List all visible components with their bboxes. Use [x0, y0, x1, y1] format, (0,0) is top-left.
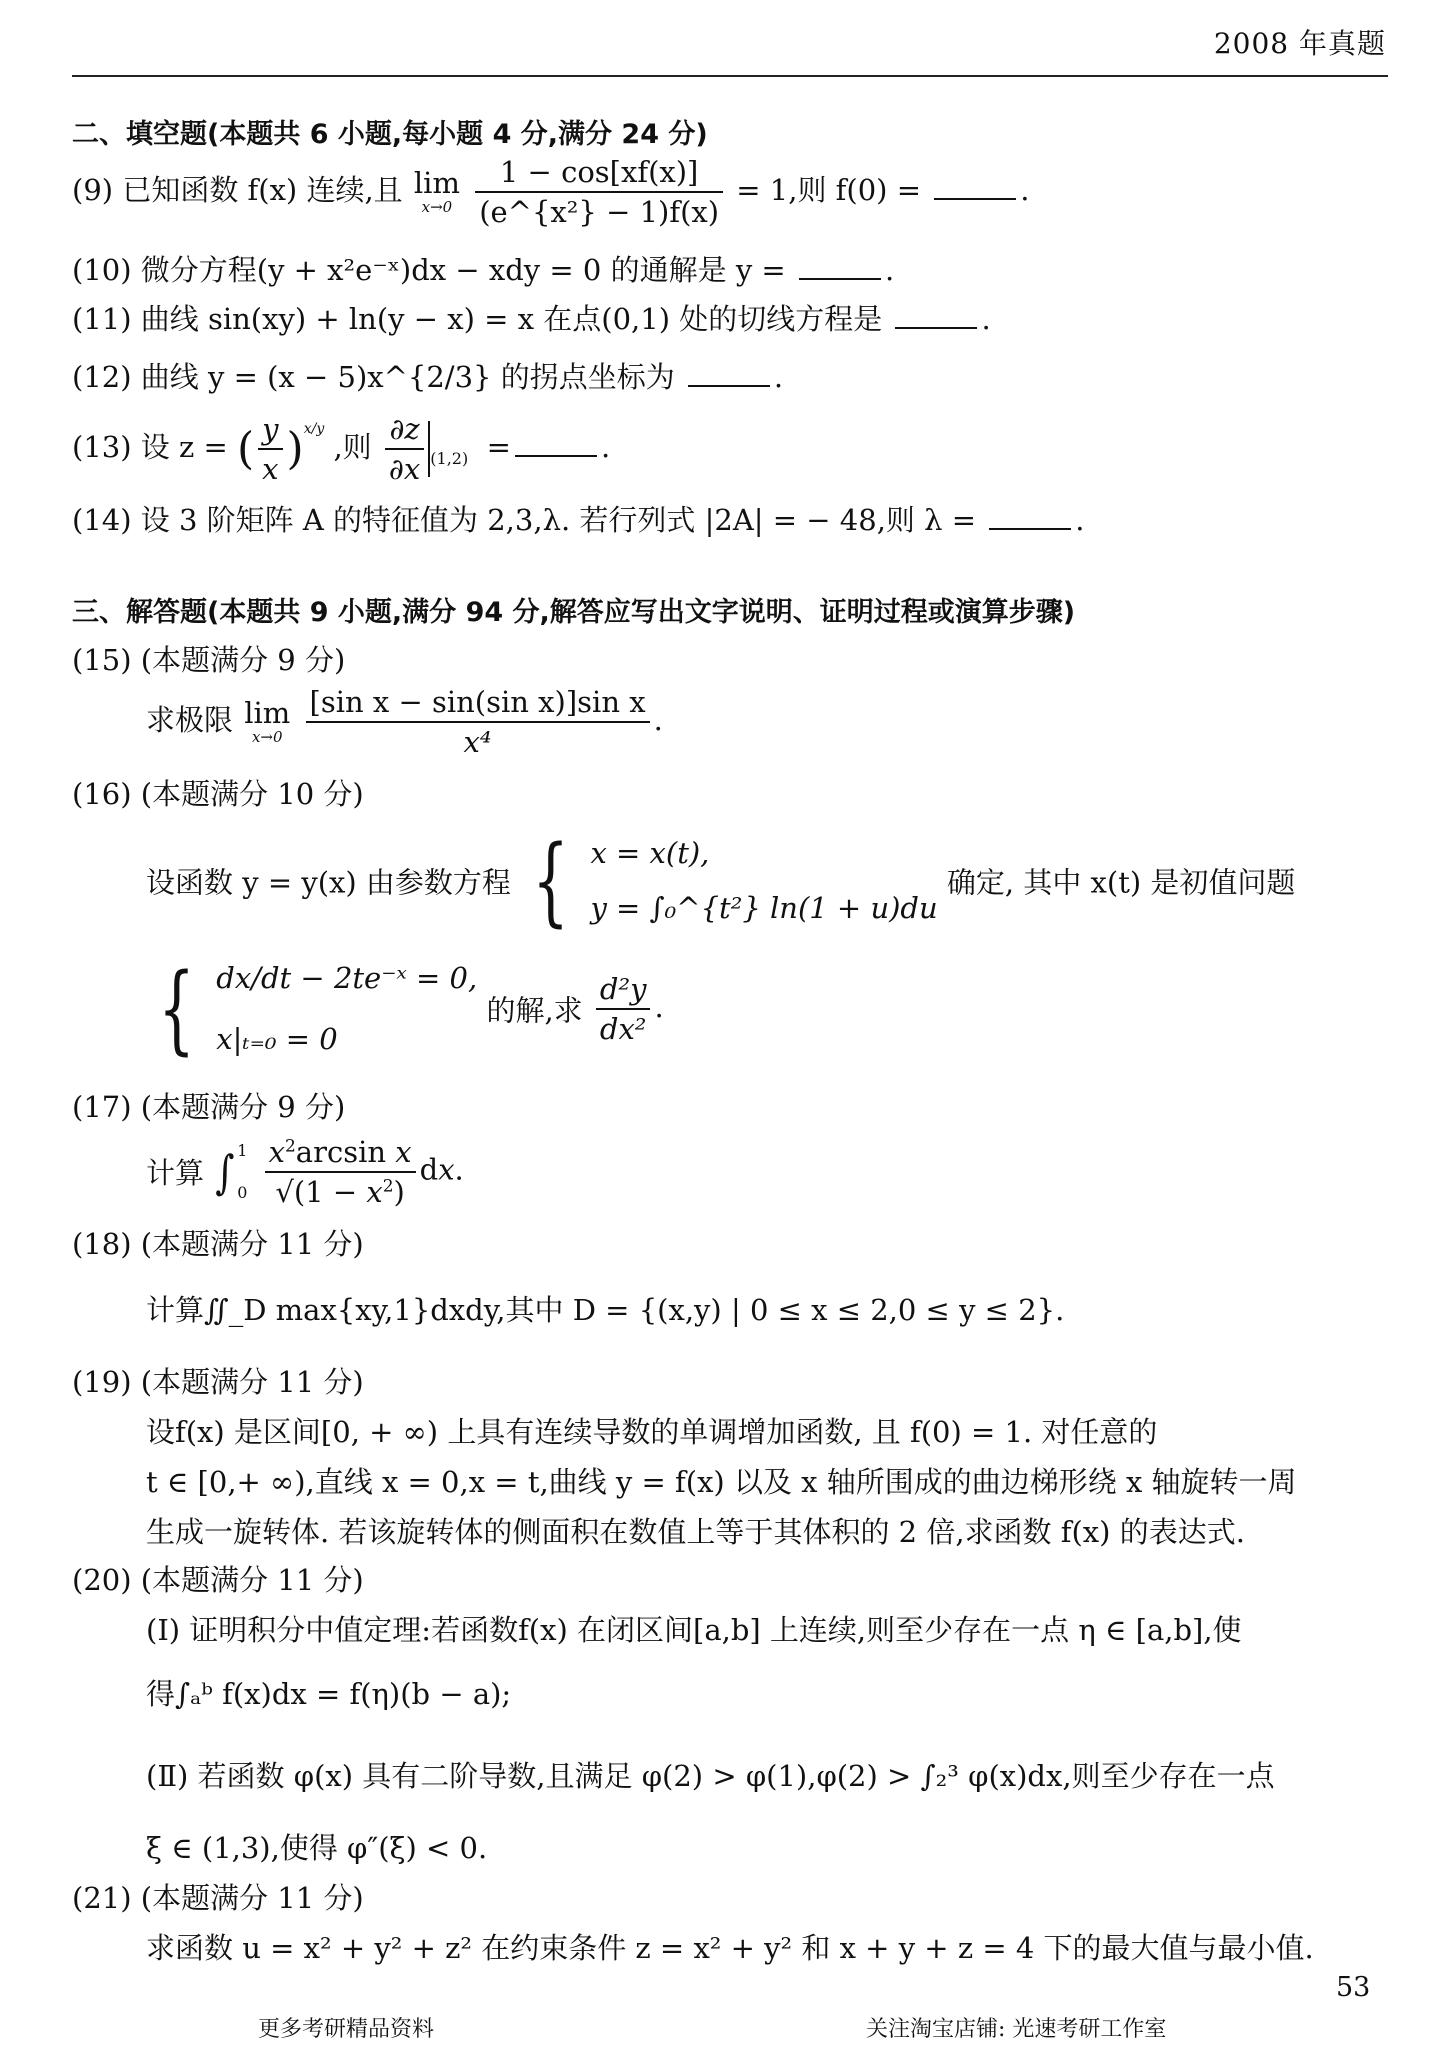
- question-number: (10): [72, 253, 132, 287]
- question-number: (21): [72, 1881, 132, 1915]
- limit-operator: lim x→0: [413, 166, 460, 216]
- denominator: (e^{x²} − 1)f(x): [479, 195, 720, 229]
- question-text: 设 z =: [140, 430, 228, 464]
- question-21-header: [72, 1876, 364, 1917]
- initial-value-problem: dx/dt − 2te⁻ˣ = 0, x|ₜ₌₀ = 0: [216, 961, 478, 1056]
- brace-symbol: {: [532, 825, 570, 938]
- question-number: (15): [72, 643, 132, 677]
- question-16-body: [146, 826, 1295, 936]
- differential: dx.: [419, 1152, 464, 1187]
- question-9: (9) 已知函数 f(x) 连续,且 lim x→0 $\frac{1 - \cos[xf(x)]}{\text{(e\textasciicircum{}\{x²\} − 1)f(x)}}$ = 1,则 f(0) = .: [72, 155, 1030, 229]
- question-text-tail: 的解,求: [486, 993, 583, 1028]
- question-18-body: 计算∬_D max{xy,1}dxdy,其中 D = {(x,y) | 0 ≤ x ≤ 2,0 ≤ y ≤ 2}.: [146, 1293, 1065, 1327]
- question-text: 设 3 阶矩阵 A 的特征值为 2,3,λ. 若行列式 |2A| = − 48,则 λ =: [140, 503, 977, 537]
- question-text: 设函数 y = y(x) 由参数方程: [146, 865, 511, 900]
- question-16-header: [72, 772, 364, 813]
- question-15-body: 求极限 lim x→0 $\frac{\text{[sin x − sin(sin x)]sin x}}{\text{x⁴}}$ .: [146, 685, 663, 759]
- question-score: (本题满分 11 分): [140, 1227, 364, 1261]
- question-11: (11) 曲线 sin(xy) + ln(y − x) = x 在点(0,1) 处的切线方程是 .: [72, 302, 991, 336]
- question-text-post: = 1,则 f(0) =: [736, 173, 922, 207]
- question-score: (本题满分 9 分): [140, 1090, 346, 1124]
- question-14: (14) 设 3 阶矩阵 A 的特征值为 2,3,λ. 若行列式 |2A| = − 48,则 λ = .: [72, 503, 1085, 537]
- footer-right-note: 关注淘宝店铺: 光速考研工作室: [866, 2017, 1167, 2042]
- answer-blank: [934, 178, 1016, 200]
- question-text: 曲线 sin(xy) + ln(y − x) = x 在点(0,1) 处的切线方程是: [140, 302, 883, 336]
- fraction: [306, 685, 650, 759]
- question-number: (14): [72, 503, 132, 537]
- brace-symbol: {: [158, 952, 195, 1065]
- question-20-part-1-cont: 得∫ₐᵇ f(x)dx = f(η)(b − a);: [146, 1677, 512, 1711]
- question-20-part-2-cont: ξ ∈ (1,3),使得 φ″(ξ) < 0.: [146, 1831, 488, 1865]
- fraction: [475, 155, 723, 229]
- integral-sign: ∫: [215, 1144, 235, 1199]
- answer-blank: [895, 307, 977, 329]
- question-20-part-2: (Ⅱ) 若函数 φ(x) 具有二阶导数,且满足 φ(2) > φ(1),φ(2) > ∫₂³ φ(x)dx,则至少存在一点: [146, 1759, 1275, 1793]
- question-12: (12) 曲线 y = (x − 5)x^{2/3} 的拐点坐标为 .: [72, 360, 784, 394]
- question-number: (16): [72, 777, 132, 811]
- question-score: (本题满分 9 分): [140, 643, 346, 677]
- limit-operator: lim x→0: [244, 696, 291, 746]
- section-fill-heading: 二、填空题(本题共 6 小题,每小题 4 分,满分 24 分): [72, 119, 708, 150]
- answer-blank: [989, 508, 1071, 530]
- question-19-line-1: 设f(x) 是区间[0, + ∞) 上具有连续导数的单调增加函数, 且 f(0) = 1. 对任意的: [146, 1415, 1158, 1449]
- question-score: (本题满分 11 分): [140, 1563, 364, 1597]
- question-20-part-1: (Ⅰ) 证明积分中值定理:若函数f(x) 在闭区间[a,b] 上连续,则至少存在一点 η ∈ [a,b],使: [146, 1613, 1242, 1647]
- question-21-body: 求函数 u = x² + y² + z² 在约束条件 z = x² + y² 和 x + y + z = 4 下的最大值与最小值.: [146, 1931, 1314, 1965]
- question-score: (本题满分 11 分): [140, 1365, 364, 1399]
- question-number: (13): [72, 430, 132, 464]
- denominator: x⁴: [463, 725, 492, 759]
- question-number: (20): [72, 1563, 132, 1597]
- question-number: (19): [72, 1365, 132, 1399]
- numerator: [sin x − sin(sin x)]sin x: [306, 685, 650, 723]
- question-score: (本题满分 11 分): [140, 1881, 364, 1915]
- evaluation-point: (1,2): [430, 448, 469, 468]
- question-text: 已知函数 f(x) 连续,且: [122, 173, 403, 207]
- fraction-y-over-x: $\frac{y}{x}$: [258, 412, 282, 486]
- question-text: 曲线 y = (x − 5)x^{2/3} 的拐点坐标为: [140, 360, 675, 394]
- question-20-header: [72, 1558, 364, 1599]
- question-16-ivp: { dx/dt − 2te⁻ˣ = 0, x|ₜ₌₀ = 0 的解,求 $\frac{\text{d²y}}{\text{dx²}}$ .: [146, 948, 664, 1070]
- answer-blank: [799, 258, 881, 280]
- question-17-header: [72, 1085, 345, 1126]
- question-number: (17): [72, 1090, 132, 1124]
- second-derivative: $\frac{\text{d²y}}{\text{dx²}}$: [596, 972, 651, 1046]
- question-text-post: 确定, 其中 x(t) 是初值问题: [946, 865, 1296, 900]
- question-number: (9): [72, 173, 114, 207]
- footer-left-note: 更多考研精品资料: [258, 2017, 435, 2042]
- question-text: 计算: [146, 1156, 205, 1191]
- question-18-header: [72, 1222, 364, 1263]
- parametric-system: x = x(t), y = ∫₀^{t²} ln(1 + u)du: [590, 836, 938, 926]
- header-divider: [72, 75, 1388, 77]
- question-number: (11): [72, 302, 132, 336]
- section-solve-heading: 三、解答题(本题共 9 小题,满分 94 分,解答应写出文字说明、证明过程或演算步骤): [72, 597, 1076, 628]
- question-score: (本题满分 10 分): [140, 777, 364, 811]
- question-text-post: ,则: [333, 430, 372, 464]
- fraction: $\frac{x^2\arcsin x}{√(1 - x^2)}$: [265, 1135, 416, 1209]
- question-19-line-3: 生成一旋转体. 若该旋转体的侧面积在数值上等于其体积的 2 倍,求函数 f(x) 的表达式.: [146, 1515, 1245, 1549]
- numerator: 1 − cos[xf(x)]: [475, 155, 723, 193]
- question-text: 微分方程(y + x²e⁻ˣ)dx − xdy = 0 的通解是 y =: [140, 253, 786, 287]
- question-13: (13) 设 z = ( $\frac{y}{x}$ )$^{x/y}$ ,则 $\frac{\partial z}{\partial x}$ $_{(1,2)}$ = .: [72, 412, 611, 486]
- question-text: 求极限: [146, 703, 234, 737]
- answer-blank: [688, 365, 770, 387]
- question-15-header: [72, 638, 345, 679]
- question-10: (10) 微分方程(y + x²e⁻ˣ)dx − xdy = 0 的通解是 y = .: [72, 253, 895, 287]
- question-19-line-2: t ∈ [0,+ ∞),直线 x = 0,x = t,曲线 y = f(x) 以及 x 轴所围成的曲边梯形绕 x 轴旋转一周: [146, 1465, 1297, 1499]
- page-number: 53: [1336, 1972, 1371, 2003]
- page-header-title: 2008 年真题: [1213, 27, 1386, 60]
- question-number: (12): [72, 360, 132, 394]
- question-17-body: 计算 ∫ 1 0 $\frac{x^2\arcsin x}{√(1 - x^2)}$ dx.: [146, 1134, 464, 1209]
- partial-derivative: $\frac{\partial z}{\partial x}$: [385, 412, 424, 486]
- question-19-header: [72, 1360, 364, 1401]
- question-number: (18): [72, 1227, 132, 1261]
- answer-blank: [515, 435, 597, 457]
